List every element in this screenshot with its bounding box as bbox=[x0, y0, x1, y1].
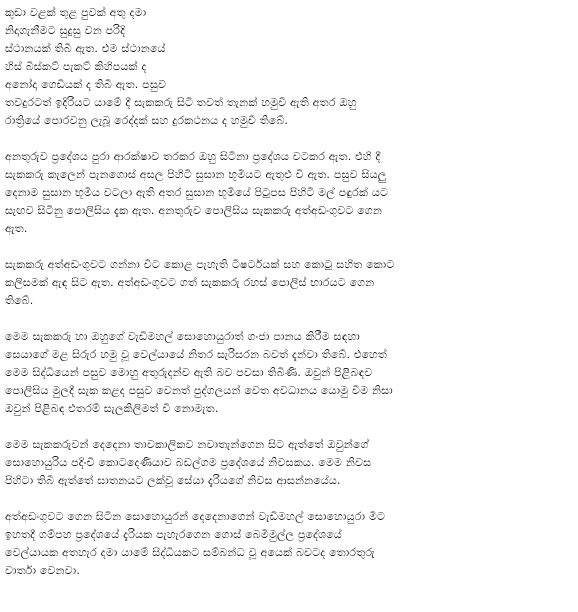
text-line: වාර්තා වෙනවා. bbox=[5, 564, 81, 577]
text-line: සැඟව සිටිනු පොලිසිය දැක ඇත. අනතුරුව පොලිසිය සැකකරු අත්අඩංගුවට ගෙන bbox=[5, 204, 382, 217]
text-line: අනතුරුව ප්‍රදේශය පුරා ආරක්ෂාව තරකර ඔහු සිටිනා ප්‍රදේශය වටකර ඇත. එහි දී bbox=[5, 150, 381, 163]
paragraph-2 bbox=[5, 148, 572, 238]
text-line: වෙල්යායක අතහැර දමා යාමේ සිද්ධියකට සම්බන්ධ වූ අයෙක් බවටද තොරතුරු bbox=[5, 546, 375, 559]
text-line: සොහොයුරිය පදිංචි කොටදෙණියාව බඩල්ගම ප්‍රදේශයේ නිවසකය. මෙම නිවස bbox=[5, 456, 372, 469]
text-line: සැකකරු අත්අඩංගුවට ගන්නා විට කොළ පැහැති ටීෂර්ටයක් සහ කොටු සහිත කොට bbox=[5, 258, 395, 271]
text-line: අත්අඩංගුවට ගෙන සිටින සොහොයුරන් දෙදෙනාගෙන් වැඩිමහල් සොහොයුරා මීට bbox=[5, 510, 386, 523]
text-line: කුඩා වළක් තුළ පුවක් අතු දමා bbox=[5, 6, 147, 19]
text-line: අනෝදා ගෙඩියක් ද තිබී ඇත. පසුව bbox=[5, 78, 167, 91]
paragraph-6 bbox=[5, 508, 572, 580]
paragraph-5 bbox=[5, 436, 572, 490]
text-line: හිස් බිස්කට් පැකට් කිහිපයක් ද bbox=[5, 60, 147, 73]
text-line: ඇත. bbox=[5, 222, 28, 235]
paragraph-3 bbox=[5, 256, 572, 310]
text-line: සැකකරු කැලෙන් පැනගොස් අසල පිහිටි සුසාන භූමියට ඇතුළු වී ඇත. පසුව සියලු bbox=[5, 168, 387, 181]
text-line: පොලිසිය මුලදී සැක කළද පසුව වෙනත් පුද්ගලයන් වෙත අවධානය යොමු වීම නිසා bbox=[5, 384, 393, 397]
text-line: ඔවුන් පිළිබඳ එතරම් සැලකිලිමත් වී නොමැත. bbox=[5, 402, 219, 415]
text-line: මෙම සිද්ධියෙන් පසුව මොහු අතුරුදන්ව ඇති බව පවසා තිබිණි. ඔවුන් පිළිබඳව bbox=[5, 366, 373, 379]
paragraph-4 bbox=[5, 328, 572, 418]
paragraph-1 bbox=[5, 4, 572, 130]
article-body bbox=[5, 4, 572, 598]
text-line: කලිසමක් ඇඳ සිට ඇත. අත්අඩංගුවට ගත් සැකකරු රහස් පොලිස් භාරයට ගෙන bbox=[5, 276, 375, 289]
text-line: තිබේ. bbox=[5, 294, 34, 307]
text-line: නිදාගැනීමට සුදුසු වන පරිදි bbox=[5, 24, 126, 37]
text-line: මෙම සැකකරුවන් දෙදෙනා තාවකාලිකව නවාතැන්ගෙන සිට ඇත්තේ ඔවුන්ගේ bbox=[5, 438, 369, 451]
text-line: ඉහතදී ගම්පහ ප්‍රදේශයේ දැරියක පැහැරගෙන ගොස් බෙමිමුල්ල ප්‍රදේශයේ bbox=[5, 528, 342, 541]
text-line: රාත්‍රියේ පොරවනු ලැබූ රෙද්දක් සහ දුරකථනය ද හමුවී තිබේ. bbox=[5, 114, 289, 127]
text-line: ස්ථානයක් තිබී ඇත. එම ස්ථානයේ bbox=[5, 42, 166, 55]
text-line: පිහිටා තිබී ඇත්තේ ඝාතනයට ලක්වූ සේයා දැරියගේ නිවස ආසන්නයේය. bbox=[5, 474, 341, 487]
text-line: සෙයාගේ මළ සිරුර හමු වූ වෙල්යායේ නිතර සැරිසරන බවත් දැන්වා තිබේ. එහෙත් bbox=[5, 348, 388, 361]
text-line: මෙම සැකකරු හා ඔහුගේ වැඩිමහල් සොහොයුරාත් ගංජා පානය කිරීම සඳහා bbox=[5, 330, 360, 343]
text-line: තවදුරටත් ඉදිරියට යාමේ දී සැකකරු සිටි තවත් තැනක් හමුවී ඇති අතර ඔහු bbox=[5, 96, 357, 109]
text-line: දෙනාම සුසාන භූමිය වටලා ඇති අතර සුසාන භූමියේ පිටුපස පිහිටි මල් පඳුරක් යට bbox=[5, 186, 389, 199]
